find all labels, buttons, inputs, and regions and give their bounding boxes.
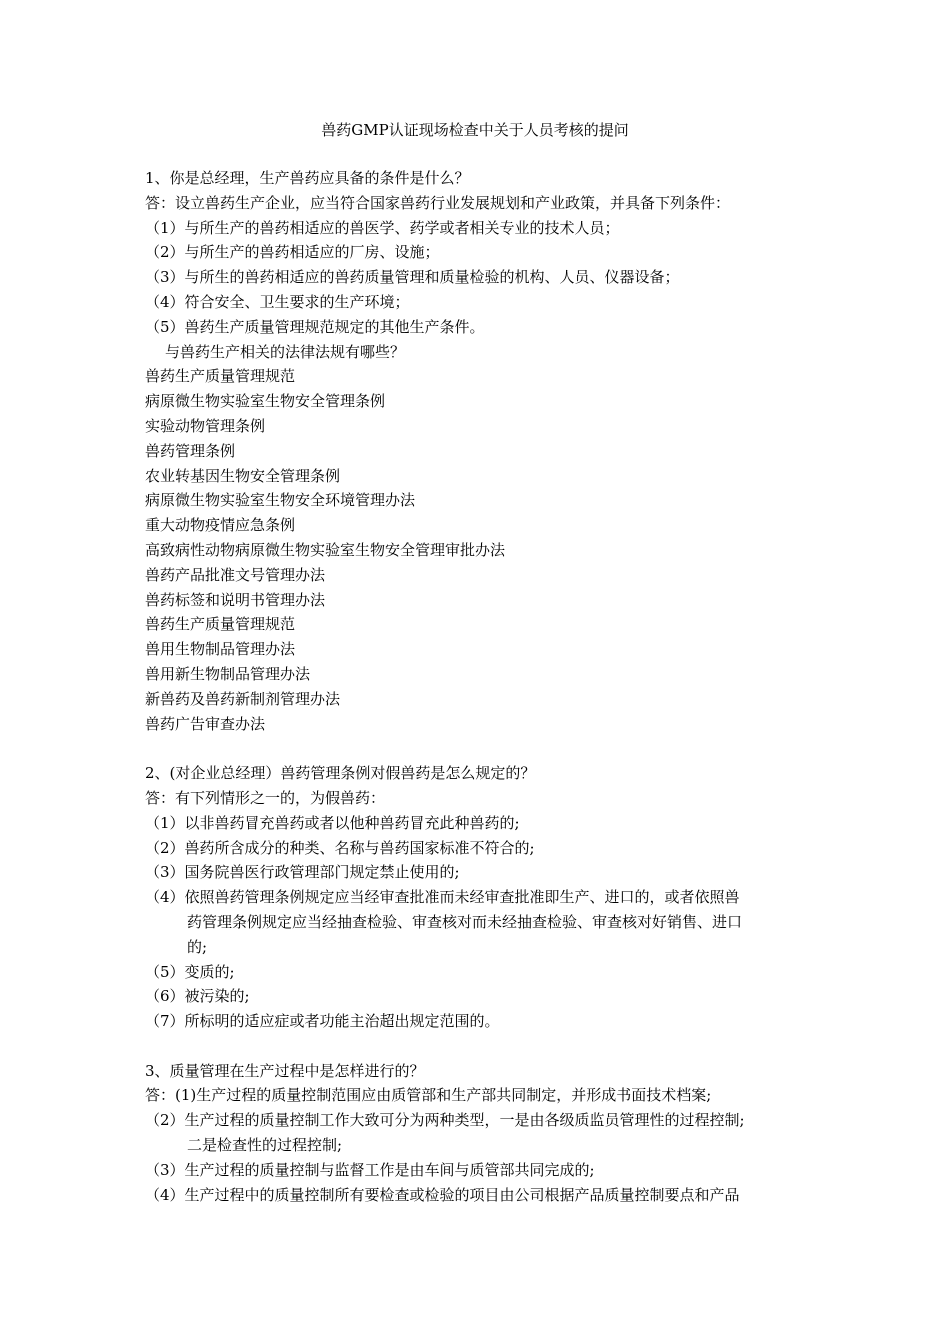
answer-1-item: （5）兽药生产质量管理规范规定的其他生产条件。	[145, 317, 485, 336]
law-item: 新兽药及兽药新制剂管理办法	[145, 689, 341, 708]
answer-3-item: （4）生产过程中的质量控制所有要检查或检验的项目由公司根据产品质量控制要点和产品	[145, 1185, 740, 1204]
answer-2-item: （1）以非兽药冒充兽药或者以他种兽药冒充此种兽药的;	[145, 813, 520, 832]
law-item: 农业转基因生物安全管理条例	[145, 466, 341, 485]
law-item: 病原微生物实验室生物安全环境管理办法	[145, 491, 416, 510]
paragraph-gap	[145, 1034, 813, 1059]
question-3: 3、质量管理在生产过程中是怎样进行的？	[145, 1061, 425, 1080]
document-body	[145, 166, 813, 1207]
sub-question: 与兽药生产相关的法律法规有哪些？	[165, 342, 406, 361]
law-item: 兽药产品批准文号管理办法	[145, 565, 326, 584]
law-item: 重大动物疫情应急条例	[145, 516, 296, 535]
answer-2-item-continuation: 的;	[187, 937, 208, 956]
law-item: 兽用生物制品管理办法	[145, 640, 296, 659]
question-1: 1、你是总经理，生产兽药应具备的条件是什么？	[145, 169, 470, 187]
answer-3-item: （3）生产过程的质量控制与监督工作是由车间与质管部共同完成的;	[145, 1160, 595, 1179]
law-item: 兽药广告审查办法	[145, 714, 266, 733]
answer-1-item: （3）与所生的兽药相适应的兽药质量管理和质量检验的机构、人员、仪器设备；	[145, 268, 680, 287]
answer-2: 答：有下列情形之一的，为假兽药：	[145, 788, 386, 807]
answer-1-item: （4）符合安全、卫生要求的生产环境；	[145, 292, 410, 311]
law-item: 兽用新生物制品管理办法	[145, 664, 311, 683]
answer-2-item: （5）变质的;	[145, 962, 235, 981]
answer-3-item: （2）生产过程的质量控制工作大致可分为两种类型，一是由各级质监员管理性的过程控制;	[145, 1111, 745, 1130]
law-item: 兽药标签和说明书管理办法	[145, 590, 326, 609]
answer-1: 答：设立兽药生产企业，应当符合国家兽药行业发展规划和产业政策，并具备下列条件：	[145, 193, 731, 212]
answer-2-item: （3）国务院兽医行政管理部门规定禁止使用的;	[145, 863, 460, 882]
law-item: 兽药生产质量管理规范	[145, 367, 296, 386]
answer-2-item: （4）依照兽药管理条例规定应当经审查批准而未经审查批准即生产、进口的，或者依照兽	[145, 888, 740, 907]
law-item: 兽药生产质量管理规范	[145, 615, 296, 634]
answer-1-item: （1）与所生产的兽药相适应的兽医学、药学或者相关专业的技术人员；	[145, 218, 620, 237]
answer-1-item: （2）与所生产的兽药相适应的厂房、设施；	[145, 243, 440, 262]
document-title: 兽药GMP认证现场检查中关于人员考核的提问	[321, 121, 629, 139]
answer-3: 答：(1)生产过程的质量控制范围应由质管部和生产部共同制定，并形成书面技术档案;	[145, 1086, 712, 1105]
law-item: 兽药管理条例	[145, 441, 236, 460]
law-item: 病原微生物实验室生物安全管理条例	[145, 392, 386, 411]
law-item: 高致病性动物病原微生物实验室生物安全管理审批办法	[145, 540, 506, 559]
answer-2-item: （6）被污染的;	[145, 987, 250, 1006]
question-2: 2、(对企业总经理）兽药管理条例对假兽药是怎么规定的？	[145, 764, 536, 783]
answer-2-item: （7）所标明的适应症或者功能主治超出规定范围的。	[145, 1012, 500, 1031]
answer-3-item-continuation: 二是检查性的过程控制;	[187, 1136, 343, 1155]
answer-2-item-continuation: 药管理条例规定应当经抽查检验、审查核对而未经抽查检验、审查核对好销售、进口	[187, 912, 743, 931]
paragraph-gap	[145, 736, 813, 761]
law-item: 实验动物管理条例	[145, 416, 266, 435]
answer-2-item: （2）兽药所含成分的种类、名称与兽药国家标准不符合的;	[145, 838, 535, 857]
